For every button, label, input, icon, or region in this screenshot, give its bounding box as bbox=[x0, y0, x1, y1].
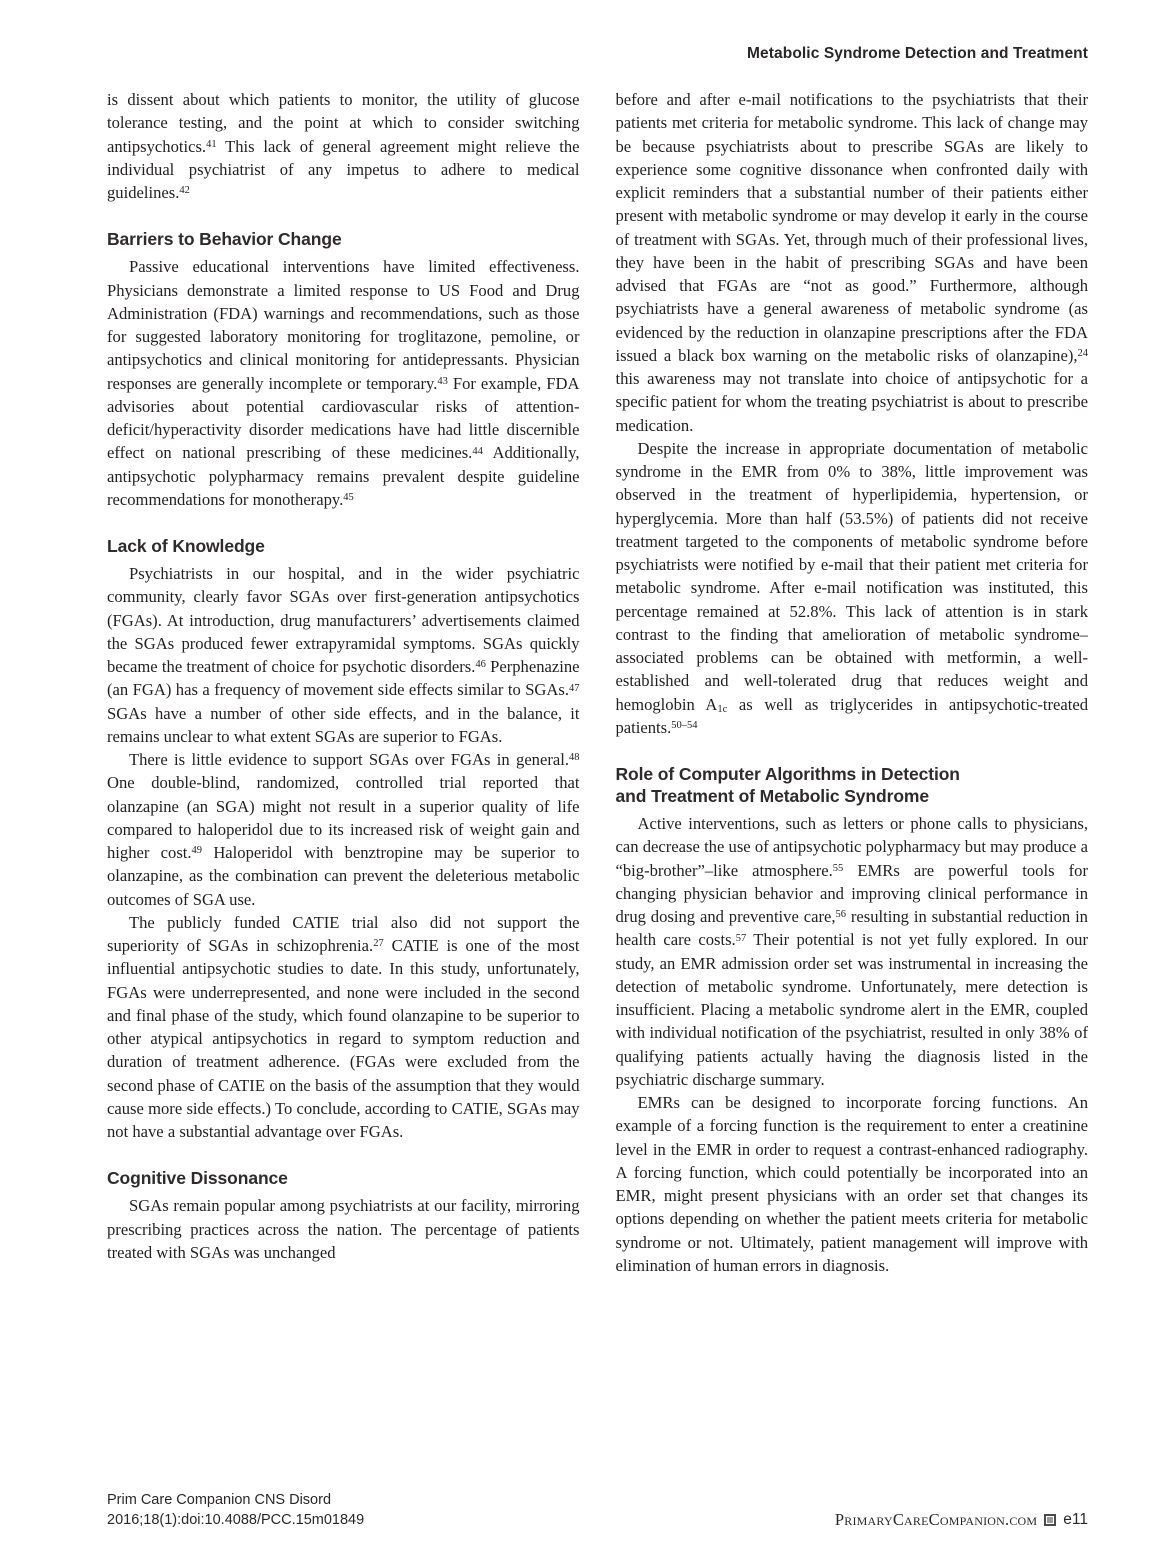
section-heading: Barriers to Behavior Change bbox=[107, 229, 342, 250]
paragraph: Active interventions, such as letters or phone calls to physicians, can decrease the use of antipsychotic polypharmacy but may produce a “big-brother”–like atmosphere.$^{55}$ EMRs are powerful tools for changing physician behavior and improving clinical performance in drug dosing and preventive care,$^{56}$ resulting in substantial reduction in health care costs.$^{57}$ Their potential is not yet fully explored. In our study, an EMR admission order set was instrumental in increasing the detection of metabolic syndrome. Unfortunately, mere detection is insufficient. Placing a metabolic syndrome alert in the EMR, coupled with individual notification of the psychiatrist, resulted in only 38% of qualifying patients actually having the diagnosis listed in the psychiatric discharge summary. bbox=[615, 814, 1088, 1089]
paragraph: Despite the increase in appropriate documentation of metabolic syndrome in the EMR from 0% to 38%, little improvement was observed in the treatment of hyperlipidemia, hypertension, or hyperglycemia. More than half (53.5%) of patients did not receive treatment targeted to the components of metabolic syndrome before psychiatrists were notified by e-mail that their patient met criteria for metabolic syndrome. After e-mail notification was instituted, this percentage remained at 52.8%. This lack of attention is in stark contrast to the finding that amelioration of metabolic syndrome–associated problems can be obtained with metformin, a well-established and well-tolerated drug that reduces weight and hemoglobin $A_{1c}$ as well as triglycerides in antipsychotic-treated patients.$^{50-54}$ bbox=[615, 438, 1088, 737]
section-heading: Cognitive Dissonance bbox=[107, 1168, 288, 1189]
section-heading: Lack of Knowledge bbox=[107, 536, 265, 556]
journal-name: Prim Care Companion CNS Disord bbox=[107, 1492, 332, 1508]
reference-superscript: 41 bbox=[206, 138, 217, 150]
reference-superscript: 55 bbox=[832, 862, 844, 874]
article-body bbox=[107, 88, 1088, 1480]
page-footer bbox=[107, 1491, 1088, 1530]
reference-superscript: 57 bbox=[735, 932, 747, 944]
paragraph: There is little evidence to support SGAs over FGAs in general.$^{48}$ One double-blind, randomized, controlled trial reported that olanzapine (an SGA) might not result in a superior quality of life compared to haloperidol due to its increased risk of weight gain and higher cost.$^{49}$ Haloperidol with benztropine may be superior to olanzapine, as the combination can prevent the deleterious metabolic outcomes of SGA use. bbox=[107, 750, 580, 909]
reference-superscript: 56 bbox=[835, 909, 846, 921]
paragraph: The publicly funded CATIE trial also did not support the superiority of SGAs in schizophrenia.$^{27}$ CATIE is one of the most influential antipsychotic studies to date. In this study, unfortunately, FGAs were underrepresented, and none were included in the second and final phase of the study, which found olanzapine to be superior to other atypical antipsychotics in regard to symptom reduction and duration of treatment adherence. (FGAs were excluded from the second phase of CATIE on the basis of the assumption that they would cause more side effects.) To conclude, according to CATIE, SGAs may not have a substantial advantage over FGAs. bbox=[107, 912, 580, 1141]
reference-superscript: 27 bbox=[373, 938, 384, 950]
journal-website: PrimaryCareCompanion.com bbox=[834, 1510, 1038, 1529]
paragraph: EMRs can be designed to incorporate forcing functions. An example of a forcing function is the requirement to enter a creatinine level in the EMR in order to request a contrast-enhanced radiography. A forcing function, which could potentially be incorporated into an EMR, might present physicians with an order set that changes its options depending on whether the patient meets criteria for metabolic syndrome or not. Ultimately, patient management will improve with elimination of human errors in diagnosis. bbox=[615, 1093, 1088, 1275]
paragraph: before and after e-mail notifications to the psychiatrists that their patients met criteria for metabolic syndrome. This lack of change may be because psychiatrists about to prescribe SGAs are likely to experience some cognitive dissonance when confronted daily with explicit reminders that a substantial number of their patients either present with metabolic syndrome or may develop it early in the course of treatment with SGAs. Yet, through much of their professional lives, they have been in the habit of prescribing SGAs and have been advised that FGAs are “not as good.” Furthermore, although psychiatrists have a general awareness of metabolic syndrome (as evidenced by the reduction in olanzapine prescriptions after the FDA issued a black box warning on the metabolic risks of olanzapine),$^{24}$ this awareness may not translate into choice of antipsychotic for a specific patient for whom the treating psychiatrist is about to prescribe medication. bbox=[615, 90, 1088, 435]
paragraph: Psychiatrists in our hospital, and in the wider psychiatric community, clearly favor SGAs over first-generation antipsychotics (FGAs). At introduction, drug manufacturers’ advertisements claimed the SGAs produced fewer extrapyramidal symptoms. SGAs quickly became the treatment of choice for psychotic disorders.$^{46}$ Perphenazine (an FGA) has a frequency of movement side effects similar to SGAs.$^{47}$ SGAs have a number of other side effects, and in the balance, it remains unclear to what extent SGAs are superior to FGAs. bbox=[107, 564, 580, 746]
reference-superscript: 44 bbox=[472, 445, 483, 457]
left-column bbox=[107, 88, 580, 1480]
right-column bbox=[616, 88, 1089, 1480]
reference-superscript: 43 bbox=[437, 375, 448, 387]
reference-superscript: 49 bbox=[191, 845, 203, 857]
page-number: e11 bbox=[1063, 1511, 1088, 1528]
reference-superscript: 24 bbox=[1077, 348, 1088, 360]
paragraph: is dissent about which patients to monitor, the utility of glucose tolerance testing, and the point at which to consider switching antipsychotics.$^{41}$ This lack of general agreement might relieve the individual psychiatrist of any impetus to adhere to medical guidelines.$^{42}$ bbox=[107, 90, 580, 202]
paragraph: SGAs remain popular among psychiatrists at our facility, mirroring prescribing practices across the nation. The percentage of patients treated with SGAs was unchanged bbox=[107, 1196, 580, 1262]
subscript: 1c bbox=[717, 704, 728, 716]
running-head: Metabolic Syndrome Detection and Treatment bbox=[747, 45, 1088, 62]
citation-block bbox=[107, 1491, 364, 1530]
paragraph: Passive educational interventions have limited effectiveness. Physicians demonstrate a limited response to US Food and Drug Administration (FDA) warnings and recommendations, such as those for suggested laboratory monitoring for troglitazone, pemoline, or antipsychotics and clinical monitoring for antidepressants. Physician responses are generally incomplete or temporary.$^{43}$ For example, FDA advisories about potential cardiovascular risks of attention-deficit/hyperactivity disorder medications have had little discernible effect on national prescribing of these medicines.$^{44}$ Additionally, antipsychotic polypharmacy remains prevalent despite guideline recommendations for monotherapy.$^{45}$ bbox=[107, 257, 580, 509]
citation-doi: 2016;18(1):doi:10.4088/PCC.15m01849 bbox=[107, 1511, 365, 1528]
footer-right bbox=[835, 1510, 1088, 1530]
journal-logo-icon bbox=[1044, 1514, 1056, 1526]
section-heading: Role of Computer Algorithms in Detection and Treatment of Metabolic Syndrome bbox=[615, 764, 960, 806]
reference-superscript: 50–54 bbox=[671, 720, 698, 732]
reference-superscript: 48 bbox=[569, 752, 580, 764]
reference-superscript: 47 bbox=[569, 682, 580, 694]
reference-superscript: 46 bbox=[475, 659, 486, 671]
reference-superscript: 42 bbox=[179, 185, 190, 197]
reference-superscript: 45 bbox=[343, 492, 354, 504]
